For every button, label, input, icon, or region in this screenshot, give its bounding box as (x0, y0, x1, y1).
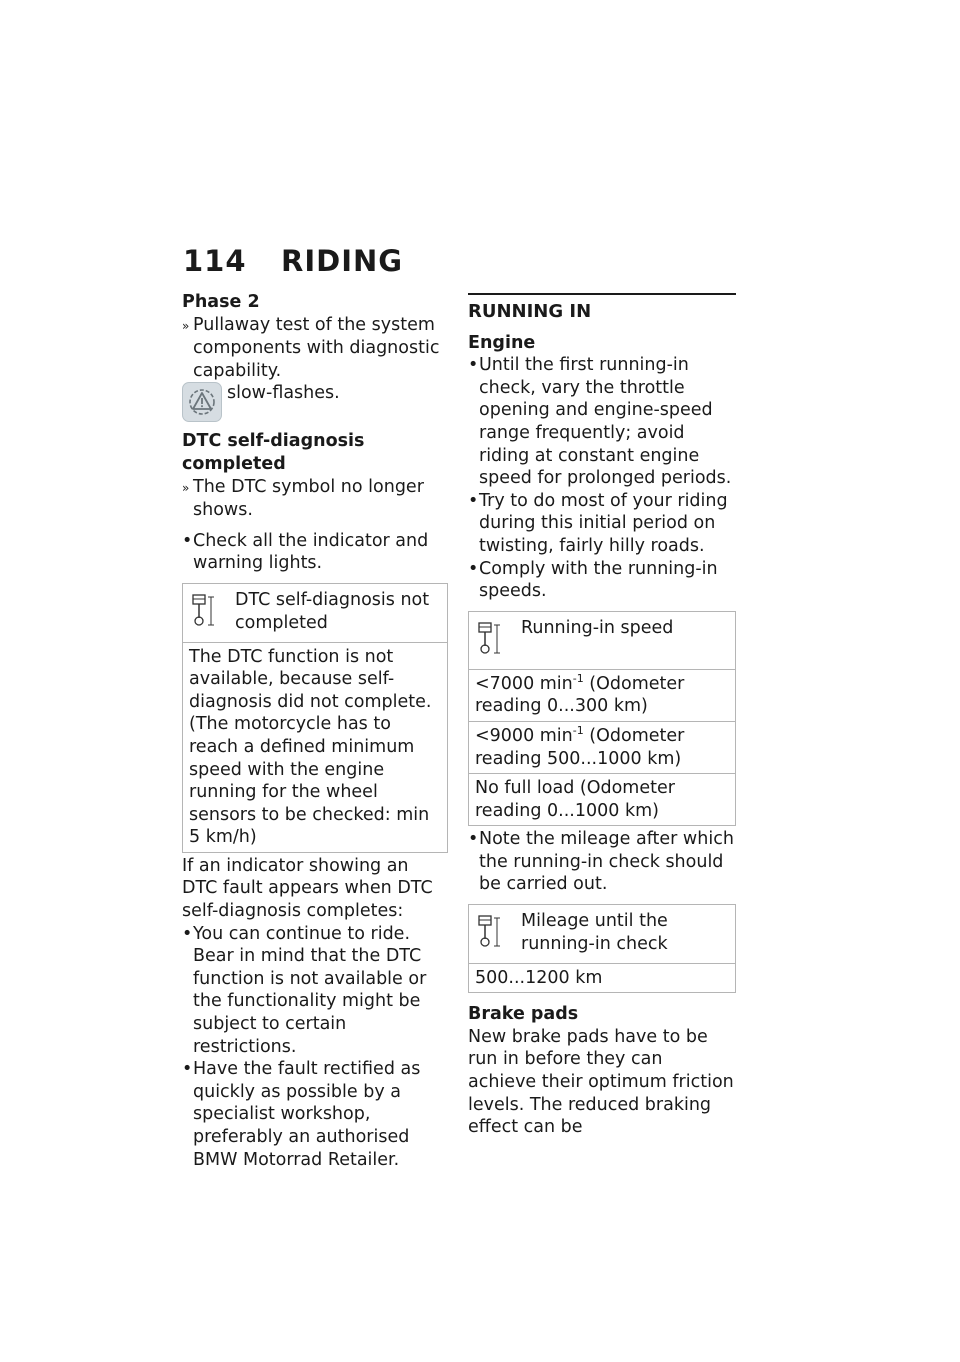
warning-triangle-icon (182, 382, 222, 422)
dtc-bullet: •Check all the indicator and warning lights. (182, 530, 429, 574)
phase-title: Phase 2 (182, 292, 260, 312)
section-title: RIDING (281, 244, 404, 278)
table-row: No full load (Odometer reading 0...1000 km) (475, 778, 675, 821)
list-item: •Have the fault rectified as quickly as possible by a specialist workshop, preferably an authorised BMW Motorrad Retailer. (182, 1059, 421, 1170)
mileage-value: 500...1200 km (475, 967, 603, 988)
indicator-row (182, 382, 448, 422)
right-column (468, 291, 736, 1139)
dtc-result: » The DTC symbol no longer shows. (182, 476, 424, 521)
bullet-dot-icon: • (182, 530, 193, 551)
table-row: <7000 $\min^{-1}$ (Odometer reading 0...300 km) (469, 670, 735, 722)
section-heading: RUNNING IN (468, 293, 736, 324)
page-header (183, 244, 403, 278)
note-table-body: The DTC function is not available, because self-diagnosis did not complete. (The motorcycle has to reach a defined minimum speed with the engine running for the wheel sensors to be checked: min 5 km/h) (189, 646, 432, 848)
piston-gauge-icon (189, 589, 235, 636)
left-column (182, 291, 448, 1171)
mileage-table (468, 904, 736, 993)
table-row: <9000 $\min^{-1}$ (Odometer reading 500...1000 km) (469, 722, 735, 774)
brake-text: New brake pads have to be run in before they can achieve their optimum friction levels. The reduced braking effect can be (468, 1026, 734, 1138)
list-item: •Until the first running-in check, vary the throttle opening and engine-speed range frequently; avoid riding at constant engine speed for prolonged periods. (468, 355, 732, 489)
note-table-title: DTC self-diagnosis not completed (235, 589, 430, 633)
running-in-speed-table (468, 611, 736, 827)
phase-result: » Pullaway test of the system components with diagnostic capability. (182, 314, 440, 381)
fault-intro: If an indicator showing an DTC fault appears when DTC self-diagnosis completes: (182, 855, 433, 922)
page-number: 114 (183, 244, 247, 278)
bullet-dot-icon: • (182, 923, 193, 944)
list-item: •Try to do most of your riding during this initial period on twisting, fairly hilly roads. (468, 490, 728, 556)
bullet-dot-icon: • (468, 490, 479, 511)
result-arrow-icon: » (182, 318, 190, 333)
piston-gauge-icon (475, 617, 521, 663)
brake-title: Brake pads (468, 1004, 579, 1025)
bullet-dot-icon: • (182, 1059, 193, 1080)
mileage-table-title: Mileage until the running-in check (521, 911, 668, 954)
dtc-note-table (182, 583, 448, 853)
bullet-dot-icon: • (468, 558, 479, 579)
list-item: •Note the mileage after which the running-in check should be carried out. (468, 829, 734, 895)
piston-gauge-icon (475, 910, 521, 957)
engine-title: Engine (468, 332, 536, 353)
bullet-dot-icon: • (468, 355, 479, 376)
indicator-text: slow-flashes. (227, 383, 340, 404)
dtc-title: DTC self-diagnosis completed (182, 431, 365, 474)
result-arrow-icon: » (182, 480, 190, 495)
speed-table-title: Running-in speed (521, 617, 674, 638)
list-item: •You can continue to ride. Bear in mind that the DTC function is not available or the functionality might be subject to certain restrictions. (182, 923, 427, 1057)
list-item: •Comply with the running-in speeds. (468, 558, 718, 602)
bullet-dot-icon: • (468, 829, 479, 850)
